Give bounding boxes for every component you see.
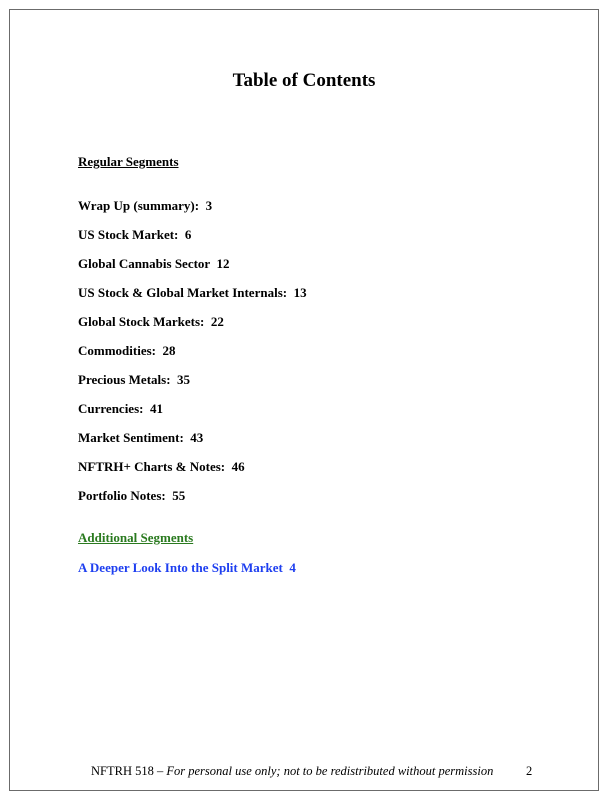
footer-separator: – <box>153 764 167 778</box>
toc-entry-page: 35 <box>177 372 191 387</box>
toc-entry-label: Currencies: <box>78 401 144 416</box>
document-page <box>9 9 599 791</box>
regular-segments-list <box>78 198 307 517</box>
toc-link-deeper-look[interactable] <box>78 560 296 576</box>
toc-entry-page: 55 <box>172 488 186 503</box>
toc-link-page: 4 <box>289 560 296 575</box>
toc-entry-label: Global Stock Markets: <box>78 314 205 329</box>
toc-entry-commodities[interactable] <box>78 343 307 372</box>
toc-entry-wrap-up[interactable] <box>78 198 307 227</box>
toc-entry-global-cannabis[interactable] <box>78 256 307 285</box>
toc-entry-market-sentiment[interactable] <box>78 430 307 459</box>
toc-entry-label: Market Sentiment: <box>78 430 184 445</box>
toc-entry-label: Commodities: <box>78 343 156 358</box>
toc-entry-page: 28 <box>162 343 176 358</box>
toc-entry-label: NFTRH+ Charts & Notes: <box>78 459 226 474</box>
toc-entry-page: 3 <box>205 198 213 213</box>
toc-entry-global-stock-markets[interactable] <box>78 314 307 343</box>
toc-entry-label: Wrap Up (summary): <box>78 198 200 213</box>
toc-link-label: A Deeper Look Into the Split Market <box>78 560 283 575</box>
toc-entry-currencies[interactable] <box>78 401 307 430</box>
toc-entry-page: 22 <box>210 314 224 329</box>
toc-entry-label: US Stock & Global Market Internals: <box>78 285 288 300</box>
toc-entry-page: 13 <box>293 285 307 300</box>
page-number: 2 <box>526 764 533 778</box>
additional-segments-heading: Additional Segments <box>78 530 194 545</box>
regular-segments-heading: Regular Segments <box>78 154 179 169</box>
toc-entry-page: 12 <box>216 256 230 271</box>
footer-notice-text: For personal use only; not to be redistributed without permission <box>166 764 494 778</box>
additional-segments-list <box>78 560 296 576</box>
toc-entry-charts-notes[interactable] <box>78 459 307 488</box>
toc-entry-page: 46 <box>231 459 245 474</box>
toc-title: Table of Contents <box>232 70 376 91</box>
toc-entry-label: Global Cannabis Sector <box>78 256 210 271</box>
toc-entry-label: US Stock Market: <box>78 227 179 242</box>
toc-entry-us-stock-market[interactable] <box>78 227 307 256</box>
toc-entry-portfolio-notes[interactable] <box>78 488 307 517</box>
toc-entry-page: 43 <box>190 430 204 445</box>
footer-issue: NFTRH 518 <box>91 764 154 778</box>
toc-entry-label: Portfolio Notes: <box>78 488 166 503</box>
toc-entry-page: 41 <box>149 401 163 416</box>
footer-notice <box>91 764 493 779</box>
toc-entry-label: Precious Metals: <box>78 372 171 387</box>
toc-entry-precious-metals[interactable] <box>78 372 307 401</box>
toc-entry-market-internals[interactable] <box>78 285 307 314</box>
toc-entry-page: 6 <box>184 227 192 242</box>
